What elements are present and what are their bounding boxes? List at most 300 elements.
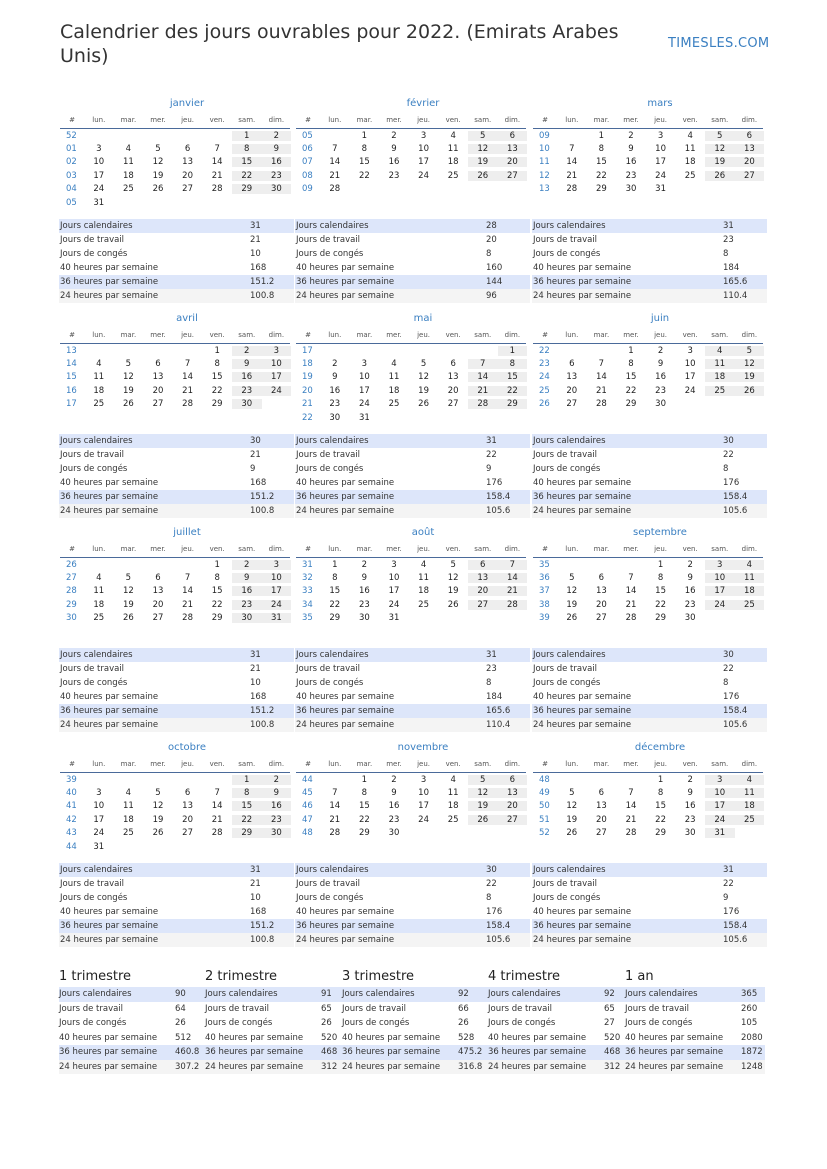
period-stat-value: 520 — [604, 1032, 621, 1043]
stat-label: Jours de travail — [60, 450, 125, 460]
month-name: septembre — [633, 527, 687, 538]
day-cell: 26 — [418, 399, 429, 410]
day-cell: 4 — [391, 359, 397, 370]
week-row — [296, 800, 526, 813]
week-number: 33 — [302, 586, 313, 597]
day-cell: 5 — [705, 131, 735, 141]
day-cell: 25 — [93, 613, 105, 624]
day-cell: 5 — [155, 788, 161, 799]
day-cell: 12 — [468, 144, 498, 154]
stat-value: 160 — [486, 263, 503, 273]
day-cell: 20 — [735, 157, 765, 167]
period-stat-value: 312 — [604, 1061, 621, 1072]
day-cell: 8 — [232, 788, 262, 798]
stat-value: 176 — [486, 478, 503, 488]
day-cell: 18 — [735, 801, 765, 811]
day-cell: 9 — [687, 573, 693, 584]
day-cell: 25 — [735, 600, 765, 610]
month-calendar — [60, 740, 290, 853]
week-number: 05 — [66, 197, 77, 208]
day-cell: 23 — [655, 385, 666, 396]
period-stat-row — [488, 1060, 625, 1075]
weekday-label: ven. — [445, 116, 461, 124]
week-number: 14 — [66, 359, 77, 370]
day-cell: 22 — [329, 599, 341, 610]
day-cell: 30 — [684, 613, 696, 624]
day-cell: 29 — [358, 828, 370, 839]
stat-label: Jours de travail — [60, 879, 125, 889]
period-stat-row — [488, 1031, 625, 1046]
stat-row — [532, 490, 767, 504]
day-cell: 7 — [628, 788, 634, 799]
week-number: 39 — [539, 613, 550, 624]
period-stat-value: 66 — [458, 1003, 469, 1014]
month-calendar — [60, 311, 290, 411]
day-cell: 26 — [468, 171, 498, 181]
weekday-label: mer. — [386, 116, 402, 124]
stat-value: 151.2 — [250, 492, 275, 502]
day-cell: 23 — [232, 386, 262, 396]
stat-value: 144 — [486, 277, 503, 287]
stat-label: 24 heures par semaine — [60, 506, 159, 516]
day-cell: 11 — [705, 359, 735, 369]
stat-row — [59, 448, 294, 462]
day-cell: 17 — [262, 372, 292, 382]
day-cell: 16 — [358, 586, 370, 597]
week-row — [533, 558, 763, 571]
day-cell: 12 — [418, 372, 429, 383]
stat-label: Jours calendaires — [533, 436, 606, 446]
stat-label: Jours de travail — [533, 879, 598, 889]
day-cell: 2 — [232, 560, 262, 570]
day-cell: 25 — [447, 170, 459, 181]
weekday-label: mar. — [593, 116, 610, 124]
day-cell: 16 — [262, 157, 292, 167]
stat-row — [59, 504, 294, 518]
day-cell: 13 — [595, 801, 607, 812]
day-cell: 22 — [655, 599, 666, 610]
weekday-header — [296, 327, 526, 344]
day-cell: 4 — [420, 559, 427, 570]
stat-value: 151.2 — [250, 277, 275, 287]
day-cell: 4 — [735, 775, 765, 785]
period-stat-label: Jours de travail — [625, 1003, 690, 1014]
day-cell: 19 — [705, 157, 735, 167]
week-number: 22 — [302, 412, 313, 423]
day-cell: 17 — [93, 814, 105, 825]
period-stat-row — [488, 987, 625, 1002]
period-stat-value: 468 — [604, 1047, 621, 1058]
weekday-label: lun. — [92, 331, 106, 339]
period-stat-value: 64 — [175, 1003, 186, 1014]
stat-value: 8 — [486, 249, 492, 259]
weekday-label: sam. — [238, 116, 256, 124]
day-cell: 25 — [93, 399, 105, 410]
day-cell: 24 — [93, 184, 105, 195]
stat-row — [532, 233, 767, 247]
week-row — [533, 371, 763, 384]
weekday-label: lun. — [565, 116, 579, 124]
day-cell: 6 — [184, 788, 191, 799]
day-cell: 1 — [498, 346, 528, 356]
day-cell: 8 — [214, 573, 220, 584]
period-stat-value: 316.8 — [458, 1061, 483, 1072]
day-cell: 7 — [214, 788, 220, 799]
stat-label: 36 heures par semaine — [533, 492, 632, 502]
day-cell: 14 — [468, 372, 498, 382]
month-name: octobre — [167, 742, 207, 753]
stat-row — [59, 275, 294, 289]
day-cell: 3 — [705, 775, 735, 785]
weekday-label: # — [69, 545, 75, 553]
week-number: 29 — [66, 599, 77, 610]
day-cell: 8 — [657, 573, 664, 584]
day-cell: 30 — [655, 399, 666, 410]
month-stats — [532, 863, 767, 947]
day-cell: 18 — [93, 599, 105, 610]
month-calendar — [296, 96, 526, 196]
period-stat-label: Jours calendaires — [205, 989, 278, 1000]
day-cell: 13 — [735, 144, 765, 154]
day-cell: 19 — [735, 372, 765, 382]
week-number: 17 — [66, 399, 77, 410]
week-number: 26 — [66, 559, 77, 570]
weekday-label: mar. — [356, 545, 373, 553]
weekday-label: sam. — [711, 116, 729, 124]
day-cell: 7 — [184, 573, 191, 584]
weekday-label: mer. — [150, 116, 166, 124]
weekday-label: lun. — [92, 760, 106, 768]
day-cell: 24 — [262, 386, 292, 396]
day-cell: 10 — [418, 144, 429, 155]
stat-row — [295, 905, 530, 919]
weekday-label: jeu. — [417, 116, 431, 124]
day-cell: 21 — [211, 814, 223, 825]
period-stat-label: Jours de congés — [205, 1018, 273, 1029]
day-cell: 29 — [595, 184, 607, 195]
day-cell: 24 — [388, 599, 400, 610]
period-title: 1 trimestre — [59, 969, 132, 984]
stat-value: 158.4 — [723, 706, 748, 716]
stat-row — [532, 718, 767, 732]
day-cell: 14 — [625, 801, 637, 812]
week-row — [60, 558, 290, 571]
day-cell: 11 — [447, 144, 459, 155]
week-number: 36 — [539, 573, 550, 584]
day-cell: 17 — [655, 157, 666, 168]
day-cell: 30 — [262, 184, 292, 194]
period-stat-value: 307.2 — [175, 1061, 200, 1072]
period-stat-label: Jours de congés — [488, 1018, 556, 1029]
day-cell: 24 — [418, 814, 429, 825]
day-cell: 12 — [122, 372, 134, 383]
weekday-label: lun. — [565, 760, 579, 768]
day-cell: 3 — [262, 560, 292, 570]
month-name: août — [411, 527, 435, 538]
weekday-label: lun. — [92, 116, 106, 124]
weekday-label: dim. — [504, 116, 521, 124]
day-cell: 28 — [211, 184, 223, 195]
period-stat-row — [205, 1031, 342, 1046]
weekday-label: lun. — [328, 760, 342, 768]
stat-row — [532, 289, 767, 303]
week-number: 30 — [66, 613, 77, 624]
weekday-label: sam. — [711, 331, 729, 339]
period-stat-label: 36 heures par semaine — [625, 1047, 724, 1058]
period-stat-value: 92 — [604, 989, 615, 1000]
stat-value: 21 — [250, 450, 261, 460]
week-number: 47 — [302, 814, 313, 825]
day-cell: 15 — [625, 372, 637, 383]
stat-label: 36 heures par semaine — [60, 492, 159, 502]
weekday-label: mar. — [593, 545, 610, 553]
week-number: 35 — [302, 613, 313, 624]
month-name: mai — [413, 313, 433, 324]
weekday-label: # — [305, 760, 311, 768]
stat-value: 96 — [486, 291, 497, 301]
day-cell: 10 — [655, 144, 666, 155]
day-cell: 4 — [96, 359, 102, 370]
day-cell: 20 — [498, 157, 528, 167]
day-cell: 29 — [211, 399, 223, 410]
week-number: 03 — [66, 170, 77, 181]
day-cell: 18 — [735, 586, 765, 596]
day-cell: 23 — [329, 399, 341, 410]
period-stat-row — [59, 987, 205, 1002]
stat-value: 176 — [723, 478, 740, 488]
day-cell: 23 — [232, 600, 262, 610]
weekday-label: dim. — [268, 760, 285, 768]
period-stat-label: Jours calendaires — [59, 989, 132, 1000]
week-row — [60, 813, 290, 826]
day-cell: 28 — [625, 828, 637, 839]
week-number: 52 — [66, 130, 77, 141]
day-cell: 25 — [447, 814, 459, 825]
period-stat-label: 40 heures par semaine — [625, 1032, 724, 1043]
day-cell: 5 — [735, 346, 765, 356]
day-cell: 20 — [447, 385, 459, 396]
stat-value: 151.2 — [250, 921, 275, 931]
period-stat-label: 36 heures par semaine — [488, 1047, 587, 1058]
weekday-label: # — [542, 760, 548, 768]
stat-label: Jours de travail — [60, 235, 125, 245]
stat-label: 36 heures par semaine — [296, 706, 395, 716]
stat-row — [295, 662, 530, 676]
day-cell: 2 — [391, 774, 397, 785]
weekday-label: jeu. — [654, 331, 668, 339]
stat-value: 158.4 — [723, 492, 748, 502]
stat-label: 24 heures par semaine — [296, 720, 395, 730]
stat-label: Jours de congés — [533, 893, 601, 903]
day-cell: 6 — [498, 775, 528, 785]
week-number: 20 — [302, 385, 313, 396]
stat-label: 24 heures par semaine — [60, 720, 159, 730]
day-cell: 10 — [705, 573, 735, 583]
weekday-label: dim. — [268, 331, 285, 339]
weekday-label: ven. — [445, 331, 461, 339]
stat-label: 36 heures par semaine — [296, 921, 395, 931]
day-cell: 6 — [184, 144, 191, 155]
weekday-label: mer. — [623, 331, 639, 339]
day-cell: 18 — [122, 814, 134, 825]
stat-row — [295, 718, 530, 732]
period-stat-row — [625, 1002, 765, 1017]
weekday-label: mar. — [120, 545, 137, 553]
weekday-label: ven. — [445, 760, 461, 768]
day-cell: 26 — [152, 184, 164, 195]
day-cell: 19 — [566, 814, 578, 825]
stat-value: 10 — [250, 678, 261, 688]
period-stat-value: 475.2 — [458, 1047, 483, 1058]
stat-label: 24 heures par semaine — [296, 506, 395, 516]
week-row — [296, 813, 526, 826]
weekday-header — [60, 327, 290, 344]
day-cell: 2 — [332, 359, 338, 370]
week-row — [296, 558, 526, 571]
day-cell: 26 — [122, 613, 134, 624]
day-cell: 17 — [418, 157, 429, 168]
stat-label: Jours de travail — [533, 235, 598, 245]
day-cell: 15 — [498, 372, 528, 382]
period-stat-value: 65 — [321, 1003, 332, 1014]
day-cell: 20 — [182, 170, 193, 181]
week-number: 26 — [539, 399, 550, 410]
month-name: février — [406, 98, 440, 109]
week-row — [296, 598, 526, 611]
week-row — [296, 571, 526, 584]
period-stat-row — [625, 987, 765, 1002]
week-row — [60, 585, 290, 598]
week-row — [296, 357, 526, 370]
day-cell: 1 — [657, 559, 664, 570]
day-cell: 5 — [420, 359, 427, 370]
week-row — [533, 129, 763, 142]
day-cell: 6 — [598, 573, 605, 584]
day-cell: 15 — [211, 586, 223, 597]
day-cell: 27 — [182, 828, 193, 839]
week-row — [533, 398, 763, 411]
day-cell: 17 — [705, 801, 735, 811]
period-stat-value: 26 — [175, 1018, 186, 1029]
week-row — [296, 129, 526, 142]
day-cell: 8 — [332, 573, 338, 584]
day-cell: 23 — [358, 599, 370, 610]
stat-label: Jours de congés — [60, 464, 128, 474]
day-cell: 19 — [418, 385, 429, 396]
period-stat-label: Jours calendaires — [488, 989, 561, 1000]
week-row — [533, 357, 763, 370]
weekday-label: lun. — [565, 331, 579, 339]
period-stat-value: 90 — [175, 989, 186, 1000]
day-cell: 7 — [332, 144, 338, 155]
day-cell: 15 — [329, 586, 341, 597]
day-cell: 20 — [595, 599, 607, 610]
stat-row — [59, 462, 294, 476]
week-number: 45 — [302, 788, 313, 799]
stat-value: 105.6 — [723, 506, 748, 516]
stat-label: 40 heures par semaine — [533, 692, 632, 702]
day-cell: 1 — [598, 130, 605, 141]
stat-row — [295, 877, 530, 891]
stat-row — [532, 933, 767, 947]
stat-value: 100.8 — [250, 291, 275, 301]
day-cell: 21 — [211, 170, 223, 181]
period-stat-row — [625, 1016, 765, 1031]
weekday-label: sam. — [474, 760, 492, 768]
day-cell: 18 — [447, 801, 459, 812]
weekday-label: # — [305, 116, 311, 124]
week-row — [60, 840, 290, 853]
month-stats — [59, 219, 294, 303]
day-cell: 7 — [468, 359, 498, 369]
day-cell: 24 — [705, 600, 735, 610]
stat-value: 105.6 — [486, 506, 511, 516]
period-stat-label: 24 heures par semaine — [205, 1061, 304, 1072]
day-cell: 29 — [211, 613, 223, 624]
day-cell: 3 — [361, 359, 368, 370]
day-cell: 29 — [232, 184, 262, 194]
day-cell: 5 — [450, 559, 456, 570]
day-cell: 7 — [598, 359, 605, 370]
weekday-label: # — [305, 545, 311, 553]
day-cell: 20 — [182, 814, 193, 825]
month-name: avril — [176, 313, 198, 324]
stat-value: 9 — [723, 893, 729, 903]
weekday-label: lun. — [565, 545, 579, 553]
stat-value: 158.4 — [486, 492, 511, 502]
stat-row — [295, 275, 530, 289]
stat-label: Jours de congés — [60, 678, 128, 688]
week-row — [60, 384, 290, 397]
stat-value: 110.4 — [723, 291, 748, 301]
day-cell: 2 — [657, 345, 664, 356]
stat-value: 8 — [486, 893, 492, 903]
day-cell: 21 — [329, 170, 341, 181]
brand-link[interactable]: TIMESLES.COM — [668, 36, 770, 51]
month-calendar — [533, 96, 763, 196]
period-stat-value: 312 — [321, 1061, 338, 1072]
day-cell: 11 — [93, 586, 105, 597]
day-cell: 18 — [418, 586, 429, 597]
day-cell: 22 — [358, 170, 370, 181]
week-number: 35 — [539, 559, 550, 570]
week-number: 48 — [539, 774, 550, 785]
stat-label: 36 heures par semaine — [296, 492, 395, 502]
day-cell: 20 — [566, 385, 578, 396]
stat-label: 40 heures par semaine — [60, 478, 159, 488]
day-cell: 19 — [566, 599, 578, 610]
stat-value: 158.4 — [723, 921, 748, 931]
stat-row — [295, 233, 530, 247]
period-stat-row — [342, 987, 488, 1002]
day-cell: 19 — [468, 157, 498, 167]
day-cell: 21 — [595, 385, 607, 396]
period-stat-label: 40 heures par semaine — [342, 1032, 441, 1043]
day-cell: 28 — [566, 184, 578, 195]
stat-label: 40 heures par semaine — [296, 478, 395, 488]
day-cell: 14 — [211, 157, 223, 168]
week-number: 28 — [66, 586, 77, 597]
day-cell: 6 — [498, 131, 528, 141]
week-number: 25 — [539, 385, 550, 396]
stat-label: Jours de congés — [533, 678, 601, 688]
day-cell: 15 — [358, 157, 370, 168]
stat-value: 100.8 — [250, 720, 275, 730]
weekday-label: ven. — [209, 760, 225, 768]
stat-label: Jours de travail — [533, 450, 598, 460]
stat-label: 36 heures par semaine — [533, 277, 632, 287]
week-row — [296, 398, 526, 411]
